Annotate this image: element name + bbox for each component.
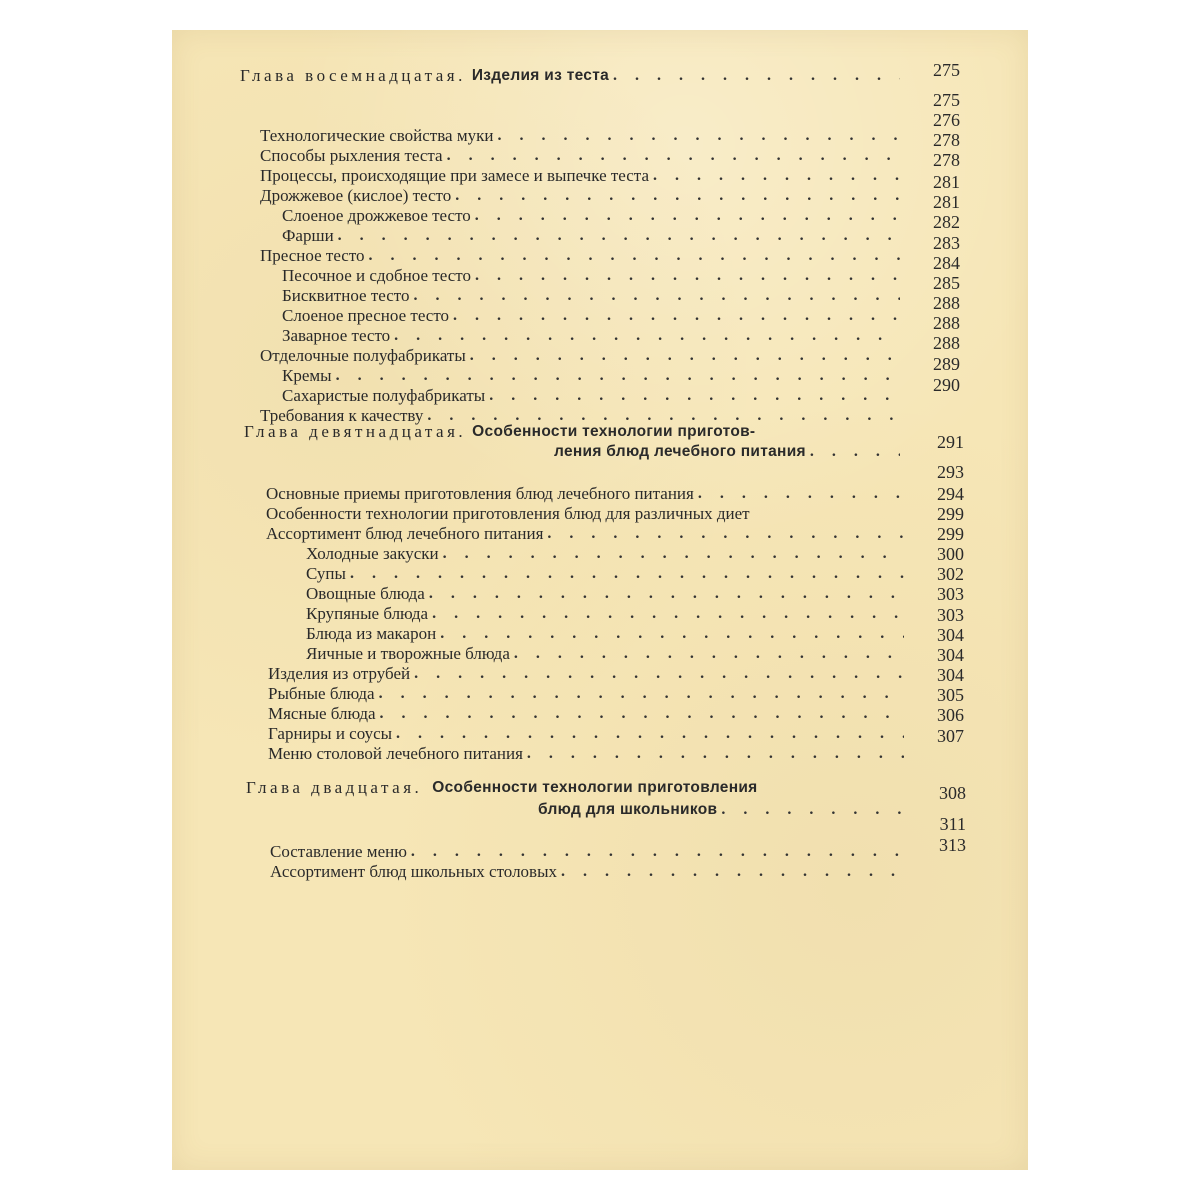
page-number: 305 <box>937 685 964 705</box>
chapter-heading-continued[interactable] <box>538 798 904 820</box>
toc-entry[interactable] <box>282 364 900 386</box>
page-number: 281 <box>933 172 960 192</box>
entry-title: Бисквитное тесто <box>282 286 410 305</box>
page-number: 288 <box>933 333 960 353</box>
toc-entry[interactable] <box>282 324 900 346</box>
chapter-label: Глава девятнадцатая. <box>244 422 467 441</box>
table-of-contents <box>172 30 1028 1170</box>
toc-entry[interactable] <box>260 164 900 186</box>
toc-entry[interactable] <box>282 284 900 306</box>
leader-dots <box>721 800 904 820</box>
chapter-label: Глава двадцатая. <box>246 778 423 797</box>
leader-dots <box>411 842 906 862</box>
toc-entry[interactable] <box>268 682 904 704</box>
leader-dots <box>414 664 904 684</box>
entry-title: Мясные блюда <box>268 704 376 723</box>
chapter-title-line-1: Особенности технологии приготовления <box>432 779 758 796</box>
toc-entry[interactable] <box>306 562 904 584</box>
entry-title: Ассортимент блюд лечебного питания <box>266 524 544 543</box>
page-number: 306 <box>937 705 964 725</box>
page-number: 302 <box>937 564 964 584</box>
entry-title: Слоеное дрожжевое тесто <box>282 206 471 225</box>
page-number: 275 <box>933 60 960 80</box>
chapter-heading-continued[interactable] <box>554 440 900 462</box>
leader-dots <box>380 704 904 724</box>
page-number: 282 <box>933 212 960 232</box>
leader-dots <box>489 386 900 406</box>
toc-entry[interactable] <box>306 642 904 664</box>
page-number: 288 <box>933 293 960 313</box>
entry-title: Меню столовой лечебного питания <box>268 744 523 763</box>
leader-dots <box>810 442 900 462</box>
leader-dots <box>394 326 900 346</box>
toc-entry[interactable] <box>268 742 904 764</box>
entry-title: Овощные блюда <box>306 584 425 603</box>
entry-title: Холодные закуски <box>306 544 439 563</box>
page-number: 308 <box>939 783 966 803</box>
toc-entry[interactable] <box>306 622 904 644</box>
entry-title: Процессы, происходящие при замесе и выпечке теста <box>260 166 649 185</box>
leader-dots <box>350 564 904 584</box>
page-number: 281 <box>933 192 960 212</box>
chapter-heading[interactable] <box>244 420 904 442</box>
toc-entry[interactable] <box>260 244 900 266</box>
page-number: 303 <box>937 605 964 625</box>
entry-title: Заварное тесто <box>282 326 391 345</box>
entry-title: Крупяные блюда <box>306 604 429 623</box>
leader-dots <box>547 524 904 544</box>
page-number: 304 <box>937 625 964 645</box>
leader-dots <box>470 346 900 366</box>
toc-entry[interactable] <box>270 840 906 862</box>
toc-entry[interactable] <box>282 264 900 286</box>
entry-title: Изделия из отрубей <box>268 664 411 683</box>
chapter-title-line-2: ления блюд лечебного питания <box>554 443 806 460</box>
entry-title: Способы рыхления теста <box>260 146 443 165</box>
entry-title: Основные приемы приготовления блюд лечебного питания <box>266 484 694 503</box>
leader-dots <box>613 66 900 86</box>
toc-entry[interactable] <box>282 384 900 406</box>
toc-entry[interactable] <box>266 502 904 524</box>
entry-title: Особенности технологии приготовления блюд для различных диет <box>266 504 750 523</box>
page-number: 307 <box>937 726 964 746</box>
entry-title: Составление меню <box>270 842 407 861</box>
leader-dots <box>475 266 900 286</box>
leader-dots <box>336 366 900 386</box>
toc-entry[interactable] <box>260 124 900 146</box>
chapter-title-line-1: Особенности технологии приготов- <box>472 423 756 440</box>
page-number: 289 <box>933 354 960 374</box>
leader-dots <box>527 744 904 764</box>
leader-dots <box>440 624 904 644</box>
leader-dots <box>653 166 900 186</box>
toc-entry[interactable] <box>266 522 904 544</box>
chapter-title: Изделия из теста <box>471 67 610 84</box>
leader-dots <box>561 862 906 882</box>
page-number: 293 <box>937 462 964 482</box>
leader-dots <box>413 286 900 306</box>
toc-entry[interactable] <box>268 702 904 724</box>
page-number: 303 <box>937 584 964 604</box>
page-number: 278 <box>933 130 960 150</box>
chapter-heading[interactable] <box>246 776 906 798</box>
leader-dots <box>475 206 900 226</box>
leader-dots <box>369 246 900 266</box>
entry-title: Пресное тесто <box>260 246 365 265</box>
leader-dots <box>379 684 904 704</box>
page-number: 291 <box>937 432 964 452</box>
book-page <box>172 30 1028 1170</box>
toc-entry[interactable] <box>282 224 900 246</box>
chapter-heading[interactable] <box>240 64 900 86</box>
page-number: 290 <box>933 375 960 395</box>
entry-title: Яичные и творожные блюда <box>306 644 510 663</box>
leader-dots <box>432 604 904 624</box>
page-number: 276 <box>933 110 960 130</box>
toc-entry[interactable] <box>268 662 904 684</box>
chapter-title-line-2: блюд для школьников <box>538 801 718 818</box>
entry-title: Сахаристые полуфабрикаты <box>282 386 486 405</box>
chapter-label: Глава восемнадцатая. <box>240 66 466 85</box>
entry-title: Рыбные блюда <box>268 684 375 703</box>
toc-entry[interactable] <box>260 184 900 206</box>
toc-entry[interactable] <box>282 204 900 226</box>
page-number: 299 <box>937 504 964 524</box>
toc-entry[interactable] <box>270 860 906 882</box>
entry-title: Кремы <box>282 366 332 385</box>
toc-entry[interactable] <box>268 722 904 744</box>
leader-dots <box>698 484 904 504</box>
page-number: 278 <box>933 150 960 170</box>
leader-dots <box>455 186 900 206</box>
entry-title: Дрожжевое (кислое) тесто <box>260 186 452 205</box>
entry-title: Отделочные полуфабрикаты <box>260 346 466 365</box>
page-number: 275 <box>933 90 960 110</box>
page-number: 300 <box>937 544 964 564</box>
leader-dots <box>396 724 904 744</box>
page-number: 288 <box>933 313 960 333</box>
entry-title: Технологические свойства муки <box>260 126 494 145</box>
leader-dots <box>497 126 900 146</box>
leader-dots <box>429 584 904 604</box>
page-number: 294 <box>937 484 964 504</box>
leader-dots <box>453 306 900 326</box>
entry-title: Песочное и сдобное тесто <box>282 266 471 285</box>
toc-entry[interactable] <box>306 602 904 624</box>
toc-entry[interactable] <box>306 582 904 604</box>
leader-dots <box>338 226 900 246</box>
entry-title: Супы <box>306 564 346 583</box>
entry-title: Фарши <box>282 226 334 245</box>
entry-title: Слоеное пресное тесто <box>282 306 450 325</box>
entry-title: Блюда из макарон <box>306 624 437 643</box>
page-number: 304 <box>937 645 964 665</box>
entry-title: Ассортимент блюд школьных столовых <box>270 862 557 881</box>
leader-dots <box>443 544 904 564</box>
toc-entry[interactable] <box>260 344 900 366</box>
page-number: 313 <box>939 835 966 855</box>
leader-dots <box>514 644 904 664</box>
toc-entry[interactable] <box>260 144 900 166</box>
entry-title: Требования к качеству <box>260 406 424 425</box>
page-number: 299 <box>937 524 964 544</box>
leader-dots <box>447 146 900 166</box>
page-number: 304 <box>937 665 964 685</box>
toc-entry[interactable] <box>306 542 904 564</box>
toc-entry[interactable] <box>266 482 904 504</box>
page-number: 284 <box>933 253 960 273</box>
page-number: 311 <box>939 814 966 834</box>
entry-title: Гарниры и соусы <box>268 724 393 743</box>
page-number: 283 <box>933 233 960 253</box>
toc-entry[interactable] <box>282 304 900 326</box>
page-number: 285 <box>933 273 960 293</box>
